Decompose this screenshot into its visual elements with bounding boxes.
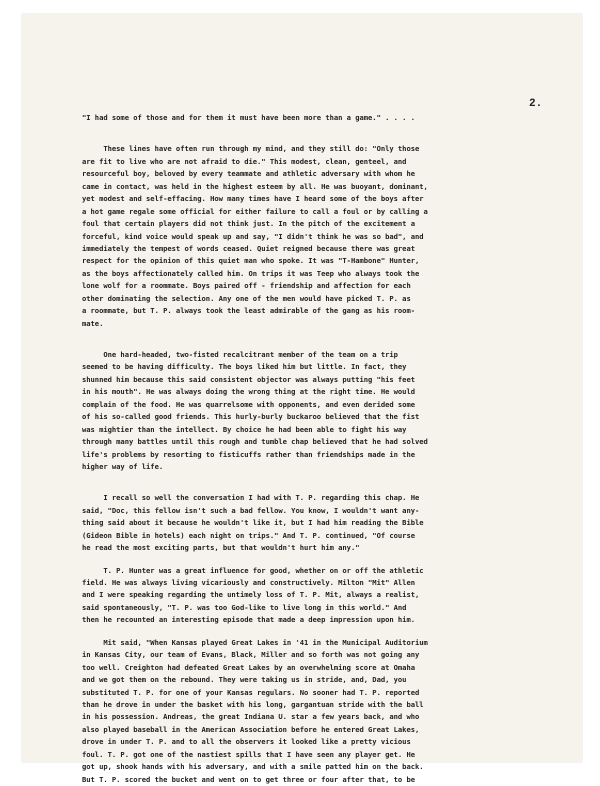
text-line: (Gideon Bible in hotels) each night on trips." And T. P. continued, "Of course — [82, 530, 415, 540]
paragraph-gap — [82, 473, 522, 492]
text-line: also played baseball in the American Association before he entered Great Lakes, — [82, 724, 420, 734]
text-line: Mit said, "When Kansas played Great Lakes in '41 in the Municipal Auditorium — [82, 637, 428, 647]
document-body — [82, 112, 522, 786]
text-line: in his mouth". He was always doing the wrong thing at the right time. He would — [82, 387, 415, 397]
paragraph — [82, 349, 522, 473]
text-line: One hard-headed, two-fisted recalcitrant member of the team on a trip — [82, 350, 398, 359]
text-line: and I were speaking regarding the untimely loss of T. P. Mit, always a realist, — [82, 590, 420, 600]
text-line: substituted T. P. for one of your Kansas regulars. No sooner had T. P. reported — [82, 687, 420, 697]
text-line: of his so-called good friends. This hurly-burly buckaroo believed that the fist — [82, 412, 420, 422]
text-line: then he recounted an interesting episode that made a deep impression upon him. — [82, 615, 415, 625]
text-line: field. He was always living vicariously and constructively. Milton "Mit" Allen — [82, 578, 415, 587]
paragraph-gap — [82, 330, 522, 349]
text-line: foul that certain players did not think just. In the pitch of the excitement a — [82, 219, 415, 229]
text-line: respect for the opinion of this quiet man who spoke. It was "T-Hambone" Hunter, — [82, 256, 420, 266]
text-line: drove in under T. P. and to all the observers it looked like a pretty vicious — [82, 737, 411, 747]
text-line: higher way of life. — [82, 461, 164, 471]
text-line: said spontaneously, "T. P. was too God-like to live long in this world." And — [82, 602, 407, 612]
text-line: in his possession. Andreas, the great Indiana U. star a few years back, and who — [82, 712, 420, 722]
text-line: T. P. Hunter was a great influence for good, whether on or off the athletic — [82, 565, 424, 575]
text-line: resourceful boy, beloved by every teammate and athletic adversary with whom he — [82, 169, 415, 179]
paragraph-gap — [82, 555, 522, 565]
text-line: and we got them on the rebound. They were taking us in stride, and, Dad, you — [82, 675, 407, 685]
text-line: I recall so well the conversation I had with T. P. regarding this chap. He — [82, 493, 420, 503]
paragraph-gap — [82, 124, 522, 143]
paragraph — [82, 565, 522, 627]
text-line: in Kansas City, our team of Evans, Black, Miller and so forth was not going any — [82, 650, 420, 660]
page-number: 2. — [529, 98, 543, 110]
text-line: a hot game regale some official for either failure to call a foul or by calling a — [82, 206, 428, 216]
paragraph — [82, 637, 522, 786]
text-line: came in contact, was held in the highest esteem by all. He was buoyant, dominant, — [82, 181, 428, 191]
text-line: complain of the food. He was quarrelsome with opponents, and even derided some — [82, 399, 415, 409]
text-line: shunned him because this said consistent objector was always putting "his feet — [82, 374, 415, 384]
text-line: a roommate, but T. P. always took the least admirable of the gang as his room- — [82, 306, 415, 316]
text-line: other dominating the selection. Any one of the men would have picked T. P. as — [82, 293, 411, 303]
text-line: was mightier than the intellect. By choice he had been able to fight his way — [82, 424, 407, 434]
text-line: "I had some of those and for them it must have been more than a game." . . . . — [82, 113, 415, 122]
paragraph — [82, 112, 522, 124]
text-line: are fit to live who are not afraid to die." This modest, clean, genteel, and — [82, 156, 407, 166]
text-line: life's problems by resorting to fisticuffs rather than friendships made in the — [82, 449, 415, 459]
text-line: These lines have often run through my mind, and they still do: "Only those — [82, 144, 420, 154]
text-line: got up, shook hands with his adversary, and with a smile patted him on the back. — [82, 762, 424, 772]
text-line: foul. T. P. got one of the nastiest spills that I have seen any player get. He — [82, 749, 415, 759]
text-line: seemed to be having difficulty. The boys liked him but little. In fact, they — [82, 362, 407, 372]
text-line: through many battles until this rough and tumble chap believed that he had solved — [82, 437, 428, 447]
text-line: thing said about it because he wouldn't like it, but I had him reading the Bible — [82, 518, 424, 528]
paragraph — [82, 492, 522, 554]
text-line: yet modest and self-effacing. How many times have I heard some of the boys after — [82, 194, 424, 204]
text-line: said, "Doc, this fellow isn't such a bad fellow. You know, I wouldn't want any- — [82, 505, 420, 515]
text-line: than he drove in under the basket with his long, gargantuan stride with the ball — [82, 699, 424, 709]
paragraph — [82, 143, 522, 330]
text-line: he read the most exciting parts, but that wouldn't hurt him any." — [82, 543, 360, 553]
text-line: forceful, kind voice would speak up and say, "I didn't think he was so bad", and — [82, 231, 424, 241]
text-line: mate. — [82, 318, 104, 328]
paragraph-gap — [82, 627, 522, 637]
text-line: too well. Creighton had defeated Great Lakes by an overwhelming score at Omaha — [82, 662, 415, 672]
text-line: But T. P. scored the bucket and went on to get three or four after that, to be — [82, 774, 415, 784]
text-line: as the boys affectionately called him. On trips it was Teep who always took the — [82, 268, 420, 278]
text-line: immediately the tempest of words ceased. Quiet reigned because there was great — [82, 243, 415, 253]
text-line: lone wolf for a roommate. Boys paired off - friendship and affection for each — [82, 281, 411, 291]
